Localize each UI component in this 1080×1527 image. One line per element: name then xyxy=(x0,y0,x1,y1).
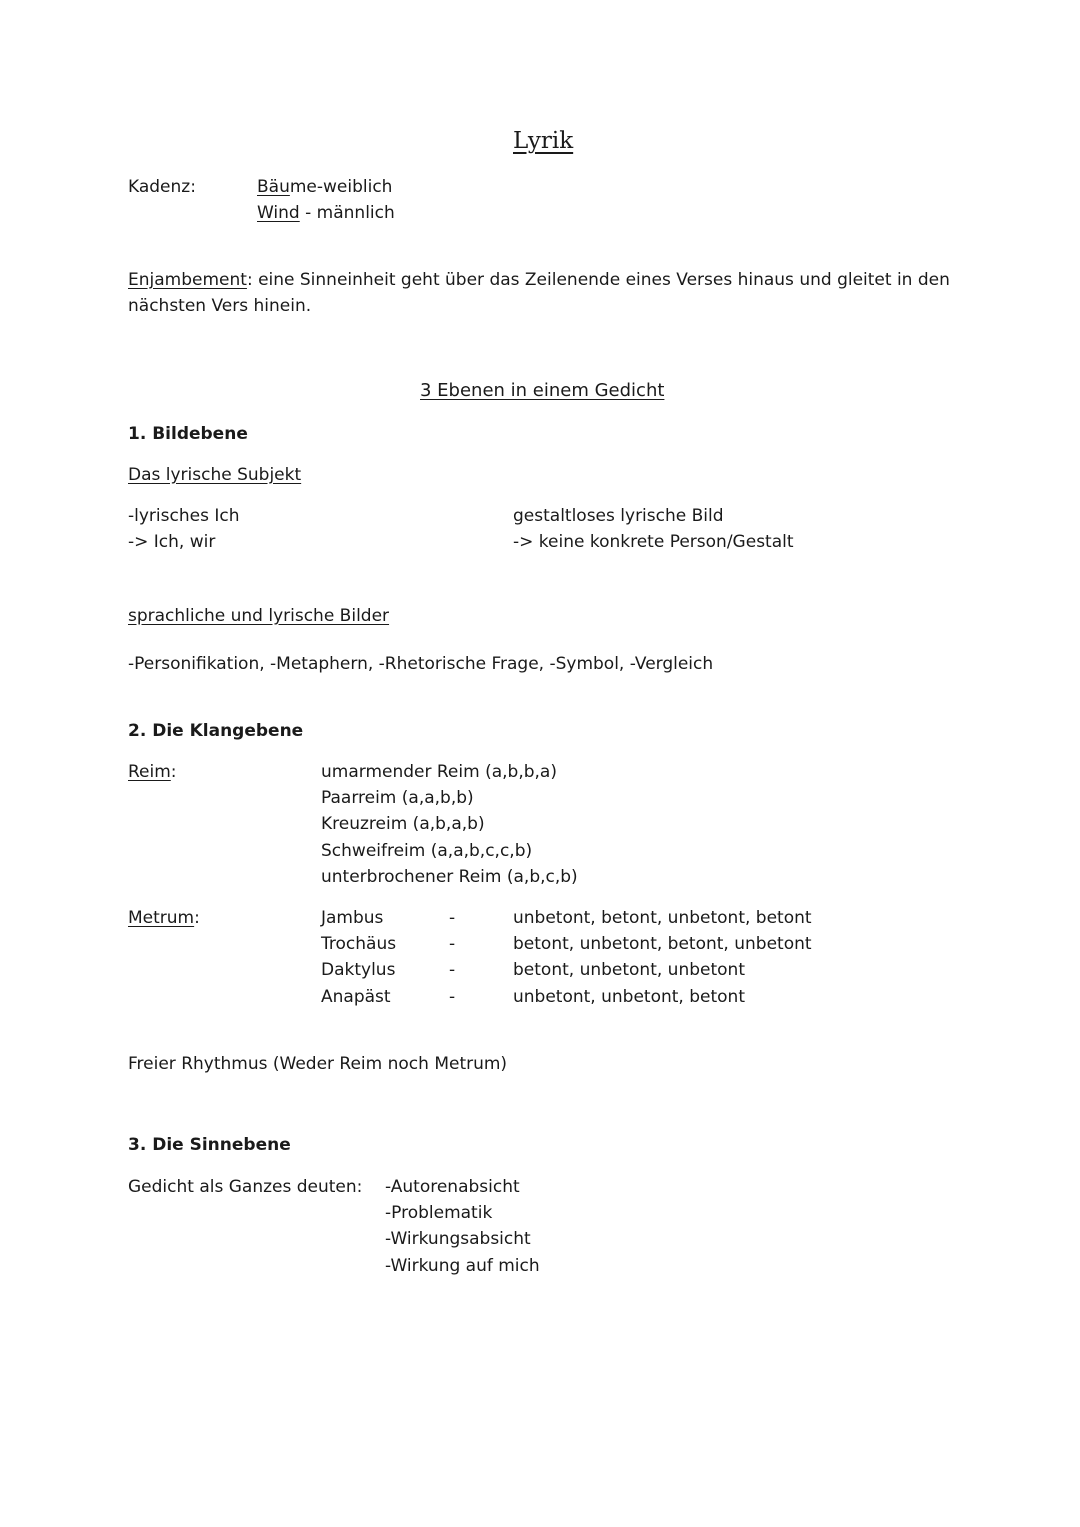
bildebene-heading: 1. Bildebene xyxy=(128,424,248,444)
subjekt-right-2: -> keine konkrete Person/Gestalt xyxy=(513,532,794,552)
reim-list xyxy=(321,759,578,890)
kadenz-label: Kadenz: xyxy=(128,177,196,197)
bilder-list: -Personifikation, -Metaphern, -Rhetorische Frage, -Symbol, -Vergleich xyxy=(128,654,714,674)
enjambement-text: : eine Sinneinheit geht über das Zeilenende eines Verses hinaus und gleitet in den xyxy=(246,270,950,290)
metrum-dash: - xyxy=(449,908,456,928)
reim-item: unterbrochener Reim (a,b,c,b) xyxy=(321,866,578,887)
kadenz-example-1: Bäu xyxy=(257,177,290,197)
metrum-dash: - xyxy=(449,960,456,981)
reim-label: Reim: xyxy=(128,762,177,782)
klangebene-heading: 2. Die Klangebene xyxy=(128,721,304,741)
sinnebene-item: -Wirkungsabsicht xyxy=(385,1229,531,1250)
subjekt-heading: Das lyrische Subjekt xyxy=(128,465,302,485)
metrum-name: Anapäst xyxy=(321,986,391,1007)
reim-item: umarmender Reim (a,b,b,a) xyxy=(321,762,557,782)
sinnebene-label: Gedicht als Ganzes deuten: xyxy=(128,1177,363,1197)
kadenz-example-2: Wind xyxy=(257,203,300,223)
reim-item: Kreuzreim (a,b,a,b) xyxy=(321,814,485,835)
kadenz-line-1 xyxy=(257,174,392,200)
metrum-dash: - xyxy=(449,986,456,1007)
enjambement-term: Enjambement xyxy=(128,270,247,290)
metrum-descs xyxy=(513,905,812,1010)
metrum-dashes xyxy=(449,905,455,1010)
enjambement-line-1 xyxy=(128,267,950,293)
page-title: Lyrik xyxy=(513,128,574,154)
metrum-names xyxy=(321,905,396,1010)
metrum-name: Jambus xyxy=(321,908,384,928)
bilder-heading: sprachliche und lyrische Bilder xyxy=(128,606,390,626)
ebenen-heading: 3 Ebenen in einem Gedicht xyxy=(420,380,665,401)
metrum-desc: betont, unbetont, betont, unbetont xyxy=(513,934,812,955)
sinnebene-list xyxy=(385,1174,540,1279)
kadenz-line-2 xyxy=(257,200,395,226)
metrum-desc: betont, unbetont, unbetont xyxy=(513,960,745,981)
freier-rhythmus: Freier Rhythmus (Weder Reim noch Metrum) xyxy=(128,1054,508,1074)
sinnebene-item: -Problematik xyxy=(385,1203,493,1224)
kadenz-desc-1: me-weiblich xyxy=(289,177,393,197)
kadenz-desc-2: - männlich xyxy=(299,203,395,223)
reim-item: Schweifreim (a,a,b,c,c,b) xyxy=(321,840,533,861)
subjekt-left-2: -> Ich, wir xyxy=(128,532,216,552)
reim-item: Paarreim (a,a,b,b) xyxy=(321,788,474,809)
metrum-desc: unbetont, unbetont, betont xyxy=(513,986,745,1007)
enjambement-line-2: nächsten Vers hinein. xyxy=(128,296,312,316)
subjekt-right-1: gestaltloses lyrische Bild xyxy=(513,506,724,526)
metrum-name: Daktylus xyxy=(321,960,396,981)
metrum-dash: - xyxy=(449,934,456,955)
metrum-name: Trochäus xyxy=(321,934,397,955)
sinnebene-item: -Autorenabsicht xyxy=(385,1177,520,1197)
metrum-label: Metrum: xyxy=(128,908,200,928)
metrum-desc: unbetont, betont, unbetont, betont xyxy=(513,908,812,928)
sinnebene-item: -Wirkung auf mich xyxy=(385,1255,540,1276)
sinnebene-heading: 3. Die Sinnebene xyxy=(128,1135,291,1155)
subjekt-left-1: -lyrisches Ich xyxy=(128,506,240,526)
